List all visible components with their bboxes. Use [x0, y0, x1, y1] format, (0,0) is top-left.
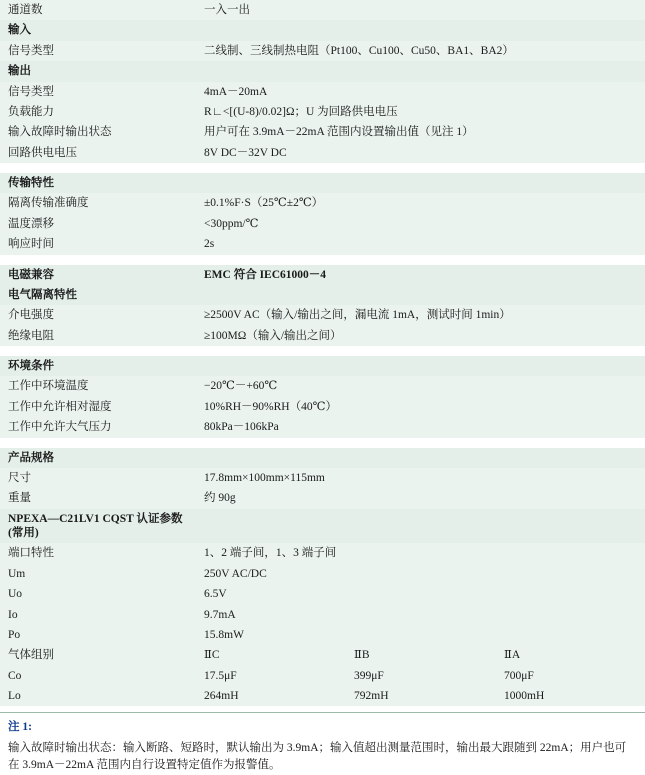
table-row	[0, 645, 645, 665]
row-label: 通道数	[0, 0, 196, 20]
spacer-cell	[0, 438, 645, 448]
section-header-row	[0, 448, 645, 468]
row-label: Po	[0, 625, 196, 645]
section-header-row	[0, 285, 645, 305]
table-row	[0, 102, 645, 122]
row-label: Uo	[0, 584, 196, 604]
table-row	[0, 625, 645, 645]
row-label: Um	[0, 564, 196, 584]
row-value	[196, 356, 645, 376]
table-row	[0, 326, 645, 346]
row-label: 工作中允许大气压力	[0, 417, 196, 437]
table-row	[0, 686, 645, 706]
row-value: ≥100MΩ（输入/输出之间）	[196, 326, 645, 346]
table-row	[0, 122, 645, 142]
row-value: 4mA－20mA	[196, 82, 645, 102]
row-value: 用户可在 3.9mA－22mA 范围内设置输出值（见注 1）	[196, 122, 645, 142]
row-label: 响应时间	[0, 234, 196, 254]
table-row	[0, 488, 645, 508]
row-value: 15.8mW	[196, 625, 645, 645]
row-label: 重量	[0, 488, 196, 508]
row-value: EMC 符合 IEC61000－4	[196, 265, 645, 285]
row-label: 尺寸	[0, 468, 196, 488]
row-value: ⅡA	[496, 645, 645, 665]
row-label: 输入故障时输出状态	[0, 122, 196, 142]
row-value: 10%RH－90%RH（40℃）	[196, 397, 645, 417]
table-row	[0, 143, 645, 163]
table-row	[0, 417, 645, 437]
table-row	[0, 82, 645, 102]
section-header-row	[0, 509, 645, 544]
table-row	[0, 305, 645, 325]
row-value: 399μF	[346, 666, 496, 686]
notes-body: 输入故障时输出状态：输入断路、短路时，默认输出为 3.9mA；输入值超出测量范围时，输出最大跟随到 22mA；用户也可在 3.9mA－22mA 范围内自行设置特定值作为报警值。	[8, 741, 627, 772]
row-label: 工作中允许相对湿度	[0, 397, 196, 417]
row-label: 负载能力	[0, 102, 196, 122]
table-row	[0, 234, 645, 254]
table-row	[0, 214, 645, 234]
row-label: 温度漂移	[0, 214, 196, 234]
row-value	[196, 448, 645, 468]
row-label: 输入	[0, 20, 196, 40]
row-label: 信号类型	[0, 41, 196, 61]
table-row	[0, 605, 645, 625]
row-label: 输出	[0, 61, 196, 81]
table-row	[0, 41, 645, 61]
row-label: 传输特性	[0, 173, 196, 193]
row-value: 2s	[196, 234, 645, 254]
spacer-cell	[0, 163, 645, 173]
row-value: 一入一出	[196, 0, 645, 20]
row-value: ⅡB	[346, 645, 496, 665]
row-value: 1、2 端子间，1、3 端子间	[196, 543, 645, 563]
table-row	[0, 564, 645, 584]
row-value	[196, 20, 645, 40]
row-value: 8V DC－32V DC	[196, 143, 645, 163]
row-label: 信号类型	[0, 82, 196, 102]
row-label: Io	[0, 605, 196, 625]
section-header-row	[0, 265, 645, 285]
section-header-row	[0, 20, 645, 40]
row-value: 700μF	[496, 666, 645, 686]
row-label: 产品规格	[0, 448, 196, 468]
row-value	[196, 61, 645, 81]
row-value: 1000mH	[496, 686, 645, 706]
row-label: NPEXA—C21LV1 CQST 认证参数(常用)	[0, 509, 196, 544]
row-label: Co	[0, 666, 196, 686]
table-row	[0, 376, 645, 396]
section-header-row	[0, 173, 645, 193]
row-label: 电磁兼容	[0, 265, 196, 285]
row-label: 绝缘电阻	[0, 326, 196, 346]
row-value: 9.7mA	[196, 605, 645, 625]
row-label: 隔离传输准确度	[0, 193, 196, 213]
row-value: −20℃－+60℃	[196, 376, 645, 396]
row-value	[196, 173, 645, 193]
spacer-cell	[0, 255, 645, 265]
row-value: 约 90g	[196, 488, 645, 508]
row-value: R∟<[(U-8)/0.02]Ω；U 为回路供电电压	[196, 102, 645, 122]
row-label: 气体组别	[0, 645, 196, 665]
spacer-row	[0, 163, 645, 173]
table-row	[0, 193, 645, 213]
row-label: Lo	[0, 686, 196, 706]
row-value: 250V AC/DC	[196, 564, 645, 584]
table-row	[0, 543, 645, 563]
notes-block	[0, 713, 645, 775]
spacer-row	[0, 438, 645, 448]
row-label: 环境条件	[0, 356, 196, 376]
row-value	[196, 285, 645, 305]
row-label: 电气隔离特性	[0, 285, 196, 305]
table-row	[0, 468, 645, 488]
row-value: 6.5V	[196, 584, 645, 604]
notes-title: 注 1:	[8, 721, 32, 734]
row-label: 回路供电电压	[0, 143, 196, 163]
row-value: 17.8mm×100mm×115mm	[196, 468, 645, 488]
row-label: 端口特性	[0, 543, 196, 563]
row-value: 264mH	[196, 686, 346, 706]
row-value: ≥2500V AC（输入/输出之间，漏电流 1mA，测试时间 1min）	[196, 305, 645, 325]
row-value	[196, 509, 645, 544]
row-value: ⅡC	[196, 645, 346, 665]
table-row	[0, 666, 645, 686]
row-value: 二线制、三线制热电阻（Pt100、Cu100、Cu50、BA1、BA2）	[196, 41, 645, 61]
table-row	[0, 584, 645, 604]
row-label: 工作中环境温度	[0, 376, 196, 396]
spacer-row	[0, 255, 645, 265]
row-value: 80kPa－106kPa	[196, 417, 645, 437]
row-label: 介电强度	[0, 305, 196, 325]
spacer-cell	[0, 346, 645, 356]
section-header-row	[0, 61, 645, 81]
table-row	[0, 0, 645, 20]
row-value: ±0.1%F·S（25℃±2℃）	[196, 193, 645, 213]
table-row	[0, 397, 645, 417]
row-value: 17.5μF	[196, 666, 346, 686]
spacer-row	[0, 346, 645, 356]
row-value: 792mH	[346, 686, 496, 706]
row-value: <30ppm/℃	[196, 214, 645, 234]
section-header-row	[0, 356, 645, 376]
